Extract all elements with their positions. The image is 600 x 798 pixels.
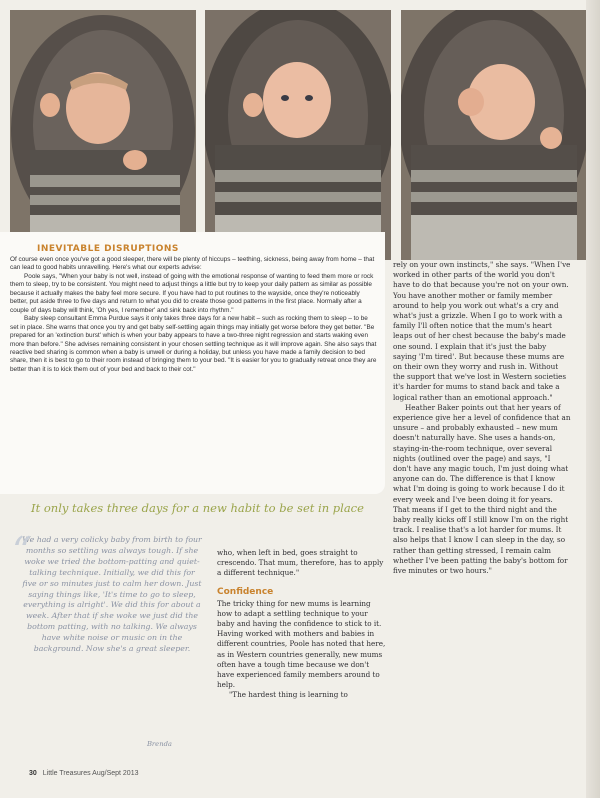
quote-mark-icon: “ (12, 529, 32, 573)
pull-quote: It only takes three days for a new habit to be set in place (31, 501, 364, 515)
baby-photo-frowning (10, 10, 196, 260)
section-heading-disruptions: INEVITABLE DISRUPTIONS (37, 244, 179, 254)
page-gutter (586, 0, 600, 798)
body-paragraph: rely on your own instincts," she says. "When I've worked in other parts of the world you don't have to do that because you're not on your own. You have another mother or family member around to help you work out what's a cry and what's just a grizzle. When I go to work with a family I'll often notice that the mum's heart leaps out of her chest because the baby's made one sound. I explain that it's just the baby saying 'I'm tired'. But because these mums are on their own they worry and rush in. Without the support that we've lost in Western societies it's harder for mums to stand back and take a logical rather than an emotional approach." (393, 260, 571, 402)
section-heading-confidence: Confidence (217, 586, 274, 597)
page-number: 30 (29, 770, 37, 777)
page-footer (29, 770, 138, 777)
testimonial-quote (10, 529, 202, 748)
body-paragraph: Heather Baker points out that her years of experience give her a level of confidence that an unsure – and probably exhausted – new mum doesn't naturally have. She uses a hands-on, staying-in-the-room technique, over several nights (outlined over the page) and says, "I don't have any magic touch, I'm just doing what anyone can do. The difference is that I know what I'm doing is going to work because I do it every week and I've been doing it for years. That means if I get to the third night and the baby really kicks off I still know I'm on the right track. I realise that's a lot harder for mums. It also helps that I know I can sleep in the day, so rather than getting stressed, I remain calm whether I've been patting the baby's bottom for five minutes or two hours." (393, 402, 571, 576)
intro-paragraph: Of course even once you've got a good sleeper, there will be plenty of hiccups – teething, sickness, being away from home – that can lead to good habits unravelling. Here's what our experts advise: (10, 256, 375, 272)
quote-author: Brenda (146, 740, 172, 748)
intro-paragraph: Poole says, "When your baby is not well, instead of going with the emotional response of wanting to feed them more or rock them to sleep, try to be consistent. You might need to adjust things a little but try to keep your daily pattern as similar as possible because it actually makes the baby feel more secure. If you have had to put routines to the wayside, once they're noticeably better, put aside three to five days and return to what you did to create those good patterns in the first place. Normally after a couple of days baby will think, 'Oh yes, I remember' and sink back into rhythm." (10, 272, 374, 314)
issue-label: Little Treasures Aug/Sept 2013 (42, 770, 139, 777)
baby-photo-alert (205, 10, 391, 260)
body-paragraph: The tricky thing for new mums is learning how to adapt a settling technique to your baby and having the confidence to stick to it. Having worked with mothers and babies in different countries, Poole has noted that here, as in Western countries generally, new mums often have a tough time because we don't have experienced family members around to help. (217, 598, 386, 690)
middle-column (217, 548, 387, 701)
quote-text: We had a very colicky baby from birth to four months so settling was always tough. If she woke we tried the bottom-patting and quiet-talking technique. Initially, we did this for five or so minutes just to calm her down. Just saying things like, 'It's time to go to sleep, everything is alright'. We did this for about a week. After that if she woke we just did the bottom patting, with no talking. We always have white noise or music on in the background. Now she's a great sleeper. (22, 535, 202, 654)
body-paragraph: who, when left in bed, goes straight to crescendo. That mum, therefore, has to apply a different technique." (217, 548, 384, 578)
disruptions-panel (0, 232, 385, 494)
baby-photo-rubbing-eyes (401, 10, 587, 260)
right-column (393, 260, 571, 576)
intro-paragraph: Baby sleep consultant Emma Purdue says it only takes three days for a new habit – such as rocking them to sleep – to be set in place. She warns that once you try and get baby self-settling again things may initially get worse before they get better. "Be prepared for an 'extinction burst' which is when your baby appears to have a two-three night regression and starts waking even more than before." She advises remaining consistent in your chosen settling technique as it will improve again. She also says that reactive bed sharing is common when a baby is unwell or during a holiday, but unless you have made a family decision to bed share, then it is best to go to their room instead of bringing them to your bed. "It is easier for you to gradually retreat once they are better than it is to kick them out of your bed and back to their cot." (10, 315, 377, 373)
body-paragraph: "The hardest thing is learning to (229, 690, 348, 700)
